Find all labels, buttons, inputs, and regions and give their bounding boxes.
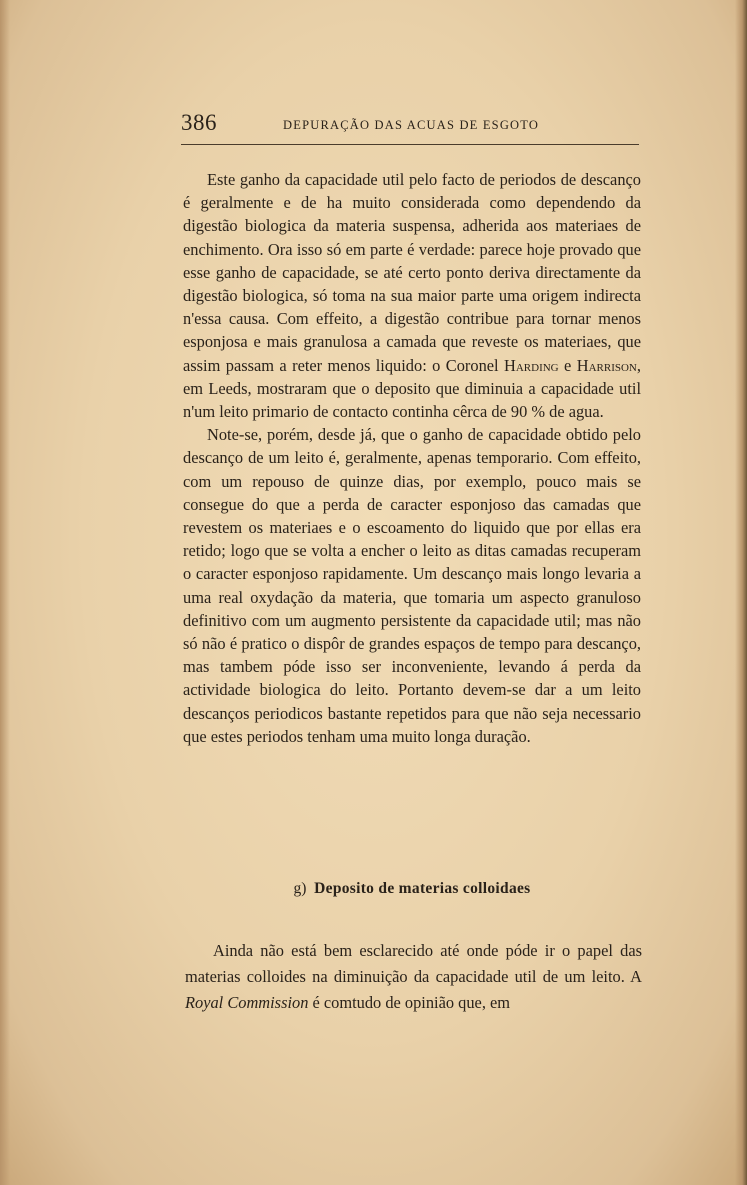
running-title: DEPURAÇÃO DAS ACUAS DE ESGOTO xyxy=(283,118,540,132)
section-text xyxy=(185,938,642,1016)
page-left-edge xyxy=(0,0,10,1185)
paragraph-3-text-a: Ainda não está bem esclarecido até onde póde ir o papel das materias colloides na diminuição da capacidade util de um leito. A xyxy=(185,941,642,986)
paragraph-1-text-c: , em Leeds, mostraram que o deposito que diminuia a capacidade util n'um leito primario de contacto continha cêrca de 90 % de agua. xyxy=(183,355,641,422)
page-header xyxy=(181,110,639,145)
author-name-harrison: Harrison xyxy=(576,355,637,375)
section-heading xyxy=(183,880,641,898)
author-name-harding: Harding xyxy=(504,355,559,375)
page-number: 386 xyxy=(181,110,217,135)
paragraph-1 xyxy=(183,168,641,423)
section-title: Deposito de materias colloidaes xyxy=(314,880,531,897)
paragraph-2: Note-se, porém, desde já, que o ganho de capacidade obtido pelo descanço de um leito é, geralmente, apenas temporario. Com effeito, com um repouso de quinze dias, por exemplo, pouco mais se consegue do que a perda de caracter esponjoso das camadas que revestem os materiaes e o escoamento do liquido que por ellas era retido; logo que se volta a encher o leito as ditas camadas recuperam o caracter esponjoso rapidamente. Um descanço mais longo levaria a uma real oxydação da materia, que tomaria um aspecto granuloso definitivo com um augmento persistente da capacidade util; mas não só não é pratico o dispôr de grandes espaços de tempo para descanço, mas tambem póde isso ser inconveniente, levando á perda da actividade biologica do leito. Portanto devem-se dar a um leito descanços periodicos bastante repetidos para que não seja necessario que estes periodos tenham uma muito longa duração. xyxy=(183,425,641,746)
paragraph-3-text-b: é comtudo de opinião que, em xyxy=(308,993,511,1012)
page-right-edge xyxy=(735,0,747,1185)
royal-commission: Royal Commission xyxy=(185,993,309,1012)
main-text xyxy=(183,168,641,748)
paragraph-1-text-a: Este ganho da capacidade util pelo facto de periodos de descanço é geralmente e de ha muito considerada como dependendo da digestão biologica da materia suspensa, adherida aos materiaes de enchimento. Ora isso só em parte é verdade: parece hoje provado que esse ganho de capacidade, se até certo ponto deriva directamente da digestão biologica, só toma na sua maior parte uma origem indirecta n'essa causa. Com effeito, a digestão contribue para tornar menos esponjosa e mais granulosa a camada que reveste os materiaes, que assim passam a reter menos liquido: o Coronel xyxy=(183,170,641,375)
section-label: g) xyxy=(293,880,307,897)
paragraph-1-text-b: e xyxy=(558,355,577,375)
paragraph-3 xyxy=(185,938,642,1016)
